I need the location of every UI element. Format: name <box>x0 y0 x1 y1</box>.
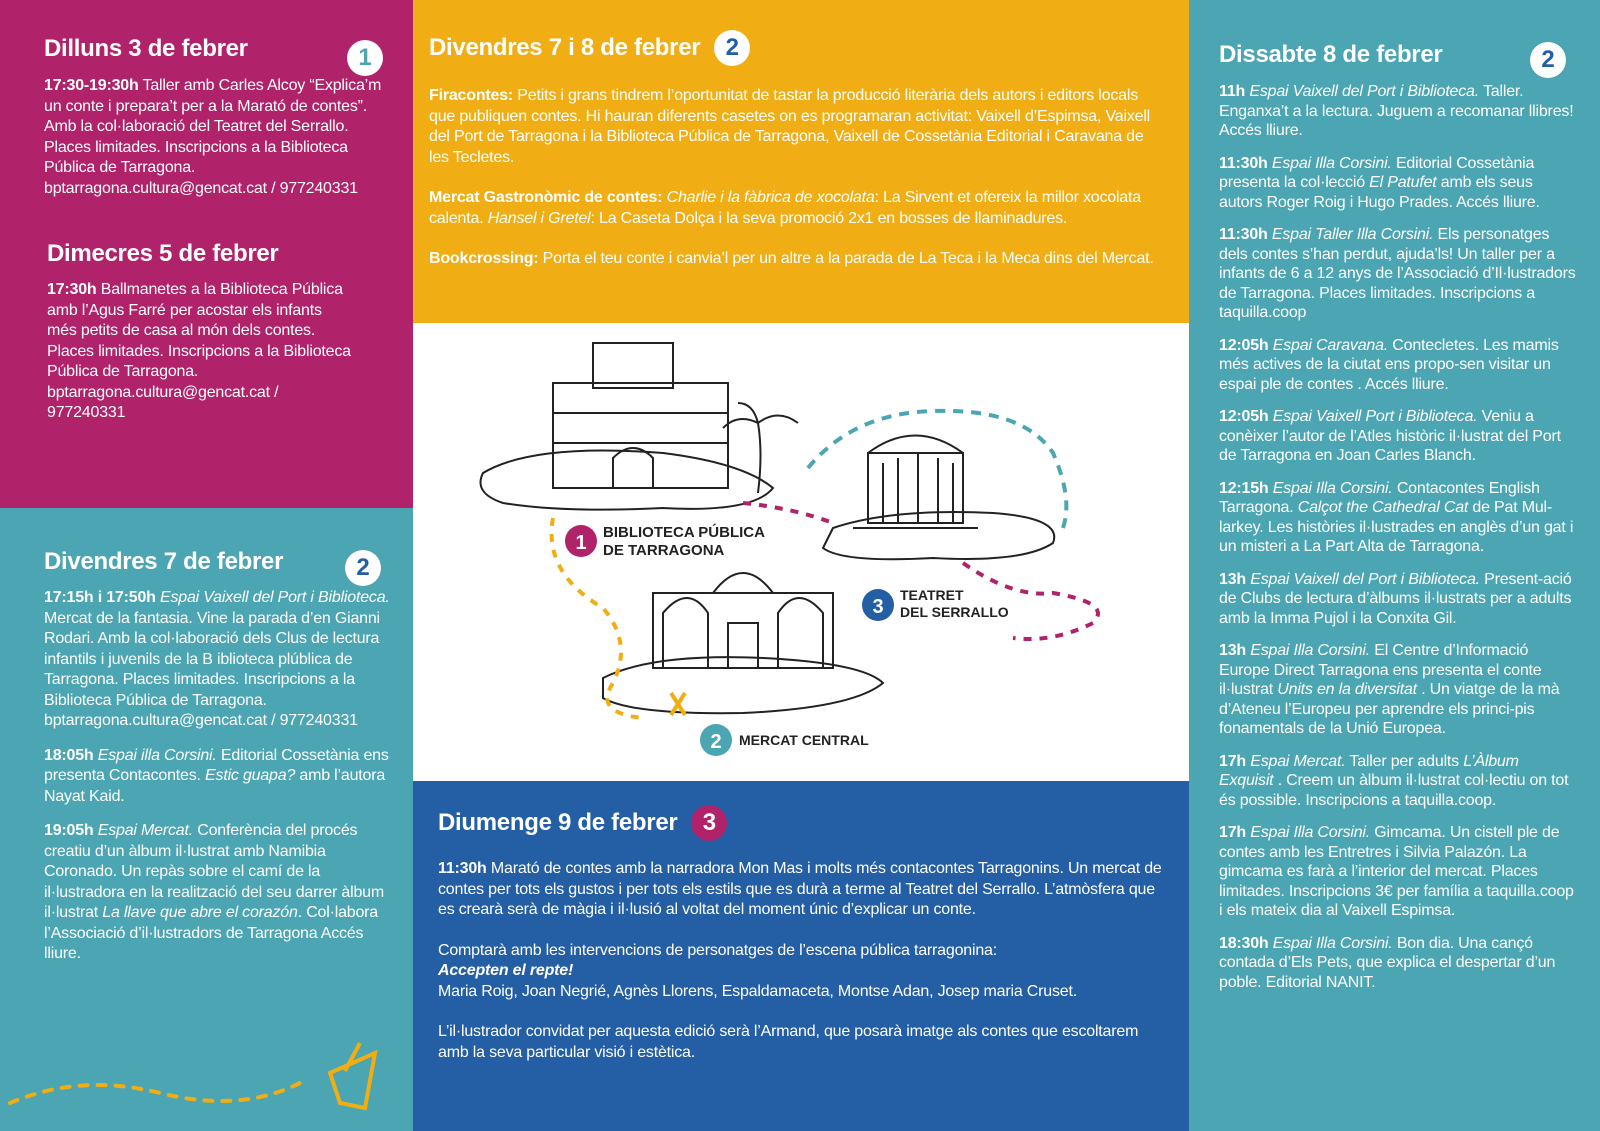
divendres78-title: Divendres 7 i 8 de febrer <box>429 34 701 61</box>
dissabte-event: 17h Espai Mercat. Taller per adults L’Àlbum Exquisit . Creem un àlbum il·lustrat col·lectiu on tot és possible. Inscripcions a taquilla.coop. <box>1219 752 1569 809</box>
dissabte-header <box>1219 32 1576 78</box>
dimecres-event: 17:30h Ballmanetes a la Biblioteca Pública amb l’Agus Farré per acostar els infants més petits de casa al món dels contes. Places limitades. Inscripcions a la Biblioteca Pública de Tarragona. bptarragona.cultura@gencat.cat / 977240331 <box>47 281 351 421</box>
panel-diumenge <box>413 781 1189 1131</box>
island-library <box>481 451 774 510</box>
panel-dissabte <box>1189 0 1600 1131</box>
market-building-icon <box>653 573 833 668</box>
divendres7-event-3: 19:05h Espai Mercat. Conferència del procés creatiu d’un àlbum il·lustrat amb Namibia Coronado. Un repàs sobre el camí de la il·lustradora en la realització del seu darrer àlbum il·lustrat La llave que abre el corazón. Col·labora l’Associació d’il·lustradors de Tarragona Accés lliure. <box>44 822 384 962</box>
map-label-theatre-a: TEATRET <box>900 587 964 603</box>
dissabte-event: 12:05h Espai Vaixell Port i Biblioteca. Veniu a conèixer l’autor de l’Atles històric il·lustrat del Port de Tarragona en Joan Carles Blanch. <box>1219 408 1561 464</box>
map-label-2-num: 2 <box>710 731 722 753</box>
paper-boat-decoration <box>0 1023 390 1123</box>
dilluns-title: Dilluns 3 de febrer <box>44 35 248 62</box>
bookcrossing-paragraph: Bookcrossing: Porta el teu conte i canvia’l per un altre a la parada de La Teca i la Meca dins del Mercat. <box>429 250 1154 267</box>
badge-1: 1 <box>347 40 383 76</box>
panel-dimecres <box>0 228 413 508</box>
diumenge-event: 11:30h Marató de contes amb la narradora Mon Mas i molts més contacontes Tarragonins. Un mercat de contes per tots els gustos i per tots els estils que es durà a terme al Teatret del Serrallo. L’atmòsfera que es crearà serà de màgia i il·lusió al voltat del moment únic d’explicar un conte. <box>438 860 1162 918</box>
badge-2c: 2 <box>1530 42 1566 78</box>
dissabte-event: 11:30h Espai Illa Corsini. Editorial Cossetània presenta la col·lecció El Patufet amb els seus autors Roger Roig i Hugo Prades. Accés lliure. <box>1219 154 1540 211</box>
divendres7-header <box>44 548 391 588</box>
map-label-library-b: DE TARRAGONA <box>603 542 725 559</box>
dissabte-event: 13h Espai Illa Corsini. El Centre d’Informació Europe Direct Tarragona ens presenta el conte il·lustrat Units en la diversitat . Un viatge de la mà d’Ateneu l’Europeu per aprendre els princi-pis fonamentals de la Unió Europea. <box>1219 642 1560 737</box>
firacontes-paragraph: Firacontes: Petits i grans tindrem l’oportunitat de tastar la producció literària dels autors i editors locals que publiquen contes. Hi hauran diferents casetes on es programaran activitat: Vaixell d’Espimsa, Vaixell del Port de Tarragona i la Biblioteca Pública de Tarragona, Vaixell de Cossetània Editorial i Caravana de les Tecletes. <box>429 87 1151 166</box>
diumenge-illustrator: L’il·lustrador convidat per aquesta edició serà l’Armand, que posarà imatge als contes que escoltarem amb la seva particular visió i estètica. <box>438 1023 1139 1061</box>
divendres7-title: Divendres 7 de febrer <box>44 548 284 575</box>
panel-divendres-7 <box>0 508 413 1131</box>
island-market <box>603 657 883 713</box>
map-label-library-a: BIBLIOTECA PÚBLICA <box>603 524 765 541</box>
divendres78-header <box>429 30 1163 66</box>
dilluns-event: 17:30-19:30h Taller amb Carles Alcoy “Explica’m un conte i prepara’t per a la Marató de contes”. Amb la col·laboració del Teatret del Serrallo. Places limitades. Inscripcions a la Biblioteca Pública de Tarragona. bptarragona.cultura@gencat.cat / 977240331 <box>44 77 382 197</box>
dilluns-header <box>44 34 383 76</box>
dissabte-event: 11:30h Espai Taller Illa Corsini. Els personatges dels contes s’han perdut, ajuda’ls! Un taller per a infants de 6 a 12 anys de l’Associació d’Il·lustradors de Tarragona. Places limitades. Inscripcions a taquilla.coop <box>1219 226 1576 321</box>
dissabte-event: 11h Espai Vaixell del Port i Biblioteca. Taller. Enganxa’t a la lectura. Juguem a recomanar llibres! Accés lliure. <box>1219 83 1574 139</box>
map-label-market: MERCAT CENTRAL <box>739 732 869 748</box>
panel-divendres-7-8 <box>413 0 1189 323</box>
dissabte-event: 13h Espai Vaixell del Port i Biblioteca. Present-ació de Clubs de lectura d’àlbums il·lustrats per a adults amb la Imma Pujol i la Conxita Gil. <box>1219 570 1572 627</box>
map-svg <box>413 323 1189 781</box>
divendres7-event-2: 18:05h Espai illa Corsini. Editorial Cossetània ens presenta Contacontes. Estic guapa? amb l’autora Nayat Kaid. <box>44 746 389 805</box>
badge-3: 3 <box>691 805 727 841</box>
dissabte-event: 12:05h Espai Caravana. Contecletes. Les mamis més actives de la ciutat ens propo-sen visitar un espai ple de contes . Accés lliure. <box>1219 336 1559 393</box>
map-label-1-num: 1 <box>575 532 587 554</box>
dissabte-event: 12:15h Espai Illa Corsini. Contacontes English Tarragona. Calçot the Cathedral Cat de Pat Mul-larkey. Les històries il·lustrades en anglès d’un gat i un misteri a La Part Alta de Tarragona. <box>1219 479 1574 555</box>
dissabte-events <box>1219 82 1576 992</box>
diumenge-participants: Comptarà amb les intervencions de personatges de l’escena pública tarragonina: Accepten el repte! Maria Roig, Joan Negrié, Agnès Llorens, Espaldamaceta, Montse Adan, Josep maria Cruset. <box>438 941 1077 1000</box>
badge-2b: 2 <box>714 30 750 66</box>
badge-2: 2 <box>345 550 381 586</box>
diumenge-title: Diumenge 9 de febrer <box>438 809 678 836</box>
dissabte-event: 18:30h Espai Illa Corsini. Bon dia. Una cançó contada d’Els Pets, que explica el despertar d’un poble. Editorial NANIT. <box>1219 934 1556 991</box>
panel-dilluns <box>0 0 413 228</box>
map-label-3-num: 3 <box>872 596 884 618</box>
map-label-theatre-b: DEL SERRALLO <box>900 604 1009 620</box>
diumenge-header <box>438 805 1163 841</box>
dimecres-title: Dimecres 5 de febrer <box>47 240 279 267</box>
mercat-gastronomic-paragraph: Mercat Gastronòmic de contes: Charlie i la fàbrica de xocolata: La Sirvent et ofereix la millor xocolata calenta. Hansel i Gretel: La Caseta Dolça i la seva promoció 2x1 en bosses de llaminadures. <box>429 189 1141 227</box>
dissabte-event: 17h Espai Illa Corsini. Gimcama. Un cistell ple de contes amb les Entretres i Silvia Palazón. La gimcama es farà a l’interior del mercat. Places limitades. Inscripcions 3€ per família a taquilla.coop i els mateix dia al Vaixell Espimsa. <box>1219 824 1574 919</box>
map-illustration <box>413 323 1189 781</box>
dissabte-title: Dissabte 8 de febrer <box>1219 41 1443 68</box>
divendres7-event-1: 17:15h i 17:50h Espai Vaixell del Port i Biblioteca. Mercat de la fantasia. Vine la parada d’en Gianni Rodari. Amb la col·laboració dels Clus de lectura infantils i juvenils de la B iblioteca plública de Tarragona. Places limitades. Inscripcions a la Biblioteca Pública de Tarragona. bptarragona.cultura@gencat.cat / 977240331 <box>44 589 390 729</box>
